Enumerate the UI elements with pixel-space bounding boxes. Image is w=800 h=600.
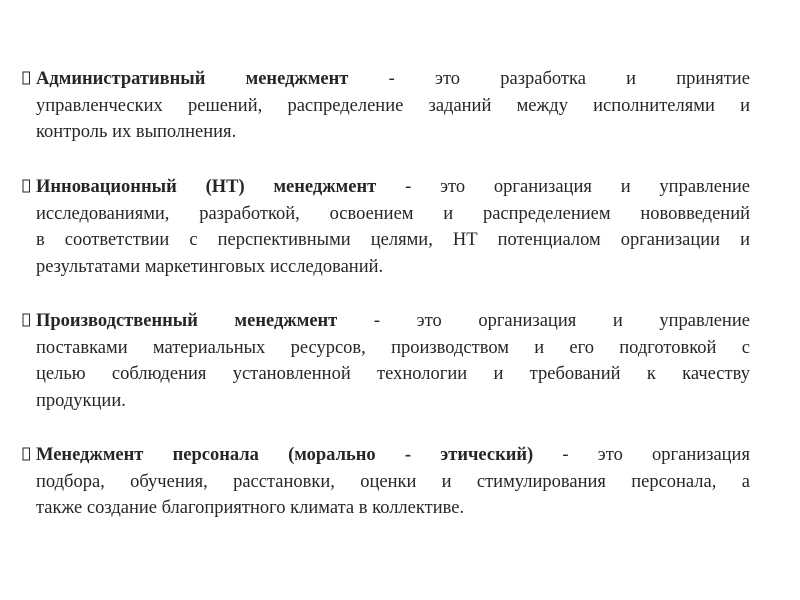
text-word: организация	[493, 177, 592, 197]
text-word: целью	[36, 364, 86, 385]
text-word: управление	[659, 311, 750, 331]
text-line	[36, 254, 750, 281]
term-word: этический)	[440, 445, 534, 465]
text-line	[36, 227, 750, 254]
bullet-item-personnel	[22, 442, 750, 522]
term-word: менеджмент	[273, 177, 377, 197]
text-word: это	[440, 177, 466, 197]
term-word: Менеджмент	[36, 445, 144, 465]
bullet-text	[22, 174, 750, 280]
text-line	[36, 93, 750, 120]
text-word: установленной	[232, 364, 351, 385]
text-word: требований	[529, 364, 621, 385]
text-word: поставками	[36, 337, 128, 358]
text-word: между	[516, 95, 568, 116]
term-word: Инновационный	[36, 177, 177, 197]
text-line	[36, 308, 750, 335]
term-word: менеджмент	[234, 311, 338, 331]
text-word: -	[562, 445, 569, 465]
text-word: и	[740, 230, 750, 251]
text-word: расстановки,	[233, 471, 335, 492]
text-word: технологии	[377, 364, 468, 385]
text-word: и	[740, 95, 750, 116]
text-line	[36, 361, 750, 388]
term-word: (морально	[288, 445, 376, 465]
text-word: климата	[290, 498, 355, 519]
text-word: оценки	[360, 471, 417, 492]
text-word: исследованиями,	[36, 203, 170, 224]
text-word: НТ	[452, 230, 478, 251]
text-word: это	[597, 445, 623, 465]
text-word: маркетинговых	[144, 256, 266, 277]
text-word: выполнения.	[135, 122, 237, 143]
term-word: -	[404, 445, 412, 465]
text-word: принятие	[676, 69, 750, 89]
text-word: материальных	[152, 337, 266, 358]
text-word: качеству	[682, 364, 750, 385]
text-word: это	[435, 69, 461, 89]
square-bullet-icon	[22, 177, 31, 193]
bullet-text	[22, 66, 750, 146]
text-word: благоприятного	[161, 498, 286, 519]
text-word: персонала,	[631, 471, 717, 492]
text-word: -	[388, 69, 395, 89]
text-line	[36, 388, 750, 415]
bullet-item-production	[22, 308, 750, 414]
square-bullet-icon	[22, 311, 31, 327]
text-word: и	[612, 311, 623, 331]
text-line	[36, 66, 750, 93]
term-word: менеджмент	[245, 69, 349, 89]
term-word: Административный	[36, 69, 206, 89]
text-word: целями,	[370, 230, 433, 251]
text-word: к	[646, 364, 656, 385]
text-word: организация	[652, 445, 750, 465]
text-word: разработка	[500, 69, 586, 89]
text-word: организации	[620, 230, 721, 251]
bullet-item-innovation	[22, 174, 750, 280]
text-word: с	[189, 230, 198, 251]
text-word: распределением	[482, 203, 611, 224]
square-bullet-icon	[22, 69, 31, 85]
text-line	[36, 119, 750, 146]
text-word: заданий	[428, 95, 492, 116]
text-word: стимулирования	[476, 471, 606, 492]
text-word: его	[569, 337, 594, 358]
text-word: соответствии	[64, 230, 170, 251]
text-line	[36, 335, 750, 362]
text-word: результатами	[36, 256, 141, 277]
text-word: перспективными	[217, 230, 351, 251]
text-line	[36, 495, 750, 522]
text-word: создание	[86, 498, 157, 519]
text-word: управленческих	[36, 95, 163, 116]
term-word: (НТ)	[205, 177, 245, 197]
text-word: и	[493, 364, 504, 385]
text-word: это	[416, 311, 442, 331]
text-word: в	[358, 498, 368, 519]
bullet-text	[22, 442, 750, 522]
text-word: ресурсов,	[290, 337, 366, 358]
text-line	[36, 174, 750, 201]
text-word: соблюдения	[111, 364, 207, 385]
text-word: решений,	[187, 95, 263, 116]
text-line	[36, 469, 750, 496]
text-word: нововведений	[640, 203, 750, 224]
text-word: распределение	[287, 95, 404, 116]
text-word: коллективе.	[372, 498, 465, 519]
text-word: и	[626, 69, 637, 89]
text-word: освоением	[329, 203, 414, 224]
bullet-item-administrative	[22, 66, 750, 146]
text-word: исполнителями	[593, 95, 715, 116]
text-word: обучения,	[130, 471, 208, 492]
text-word: -	[405, 177, 412, 197]
bullet-text	[22, 308, 750, 414]
term-word: персонала	[172, 445, 259, 465]
text-line	[36, 201, 750, 228]
text-word: с	[741, 337, 750, 358]
text-word: также	[36, 498, 83, 519]
text-word: и	[620, 177, 631, 197]
text-word: контроль	[36, 122, 108, 143]
text-word: а	[741, 471, 750, 492]
text-word: организация	[478, 311, 577, 331]
text-word: и	[534, 337, 545, 358]
text-word: управление	[659, 177, 750, 197]
text-word: потенциалом	[497, 230, 601, 251]
square-bullet-icon	[22, 445, 31, 461]
text-word: их	[112, 122, 132, 143]
text-word: и	[443, 203, 454, 224]
text-line	[36, 442, 750, 469]
text-word: разработкой,	[199, 203, 300, 224]
text-word: и	[441, 471, 452, 492]
term-word: Производственный	[36, 311, 198, 331]
text-word: подготовкой	[619, 337, 717, 358]
text-word: продукции.	[36, 390, 126, 411]
text-word: исследований.	[269, 256, 384, 277]
text-word: производством	[391, 337, 509, 358]
text-word: -	[373, 311, 381, 331]
text-word: подбора,	[36, 471, 105, 492]
text-word: в	[36, 230, 45, 251]
